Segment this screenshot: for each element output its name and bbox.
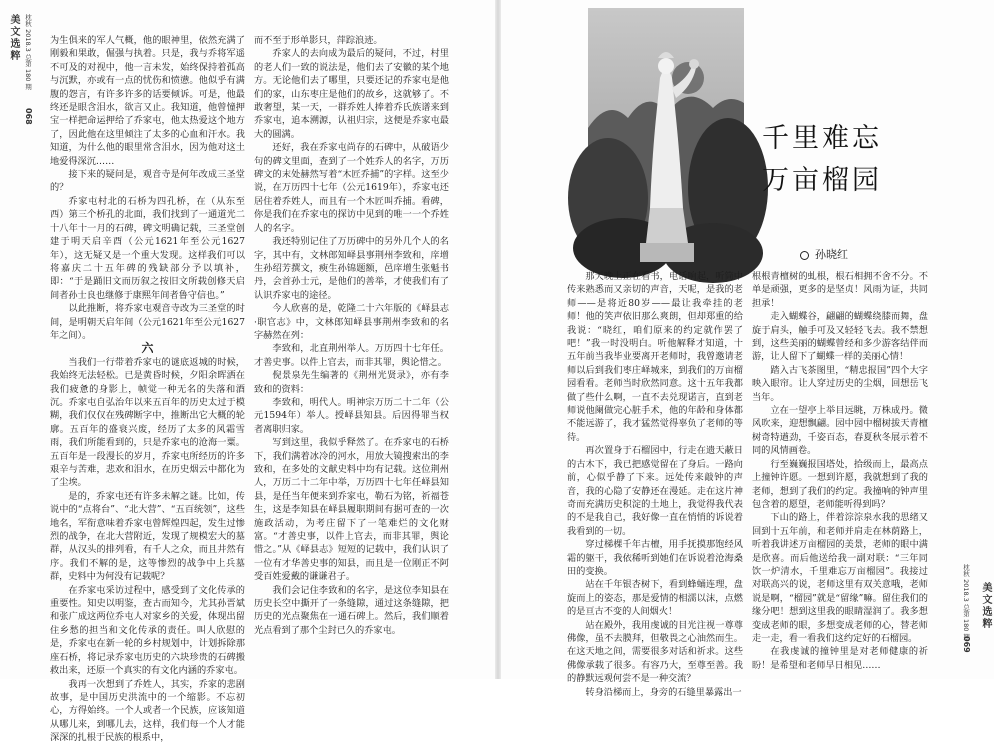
text-column-3 <box>567 270 743 698</box>
right-page-number: 069 <box>962 636 971 653</box>
paragraph: 行至巍巍报国塔处，拾级而上，最高点上撞钟许愿。一想到许愿，我就想到了我的老师，想到了我们的约定。我撞响的钟声里包含着的愿望，老师能听得到吗？ <box>752 458 928 510</box>
article-title <box>762 118 892 202</box>
paragraph: 乔家屯村北的石桥为四孔桥，在（从东至西）第三个桥孔的北面，我们找到了一通道光二十八年十一月的石碑，碑文明确记载，三圣堂创建于明天启辛酉（公元1621年至公元1627年），这无疑又是一个重大发现。这样我们可以将嘉庆二十五年碑的残缺部分予以填补，即：“于是踊旧文而历叙之按旧文所载创修天启间者孙士良也继修于康熙年间者鲁守信也。” <box>50 195 245 301</box>
article-title-line-1: 千里难忘 <box>762 123 882 154</box>
paragraph: 根根青檀树的虬根，根石相拥不舍不分。不单是顽强，更多的是坚贞！风雨为证，共同担承！ <box>752 271 928 309</box>
author-name: 孙晓红 <box>815 248 848 261</box>
paragraph: 那天晚上正在看书，电话响起，听筒中传来熟悉而又亲切的声音，天呢，是我的老师——是将近80岁——最让我牵挂的老师！他的笑声依旧那么爽朗，但却郑重的给我说：“晓红，咱们原来的约定就作罢了吧！”我一时没明白。听他解释才知道，十五年前当我毕业要离开老师时，我曾邀请老师以后到我们枣庄峄城来，到我们的万亩榴园看看。老师当时欣然同意。这十五年我都做了些什么啊，一直不去兑现诺言，直到老师说他阑做完心脏手术，他的年龄和身体都不能远游了，我才猛然觉得辜负了老师的等待。 <box>567 271 743 443</box>
page-gutter <box>495 0 501 679</box>
paragraph: 李致和，明代人。明神宗万历二十二年（公元1594年）举人。授峄县知县。后因得罪当权者离职归家。 <box>254 396 449 435</box>
paragraph: 在乔家屯采访过程中，感受到了文化传承的重要性。知史以明鉴，查古而知今，尤其孙晋斌和张广成这两位乔屯人对家乡的关爱，体现出留住乡愁的担当和文化传承的责任。叫人欣慰的是，乔家屯在新一轮的乡村规划中，计划拆除那座石桥，将记录乔家屯历史的六块珍贵的石碑搬救出来，还原一个真实的有文化内涵的乔家屯。 <box>50 584 245 677</box>
paragraph: 转身沿梯而上，身旁的石缝里暴露出一 <box>585 686 742 698</box>
text-column-1 <box>50 34 245 744</box>
paragraph: 乔家人的去向成为最后的疑问，不过，村里的老人们一致的说法是，他们去了安徽的某个地方。无论他们去了哪里，只要还记的乔家屯是他们的家，山东枣庄是他们的故乡，这就够了。不敢奢望，某一天，一群乔姓人捧着乔氏族谱来到乔家屯，追本溯源，认祖归宗，这便是乔家屯最大的圆满。 <box>254 48 449 140</box>
paragraph: 走入蝴蝶谷，翩翩的蝴蝶绕膝而舞，盘旋于肩头，触手可及又轻轻飞去。我不禁想到，这些美丽的蝴蝶曾经和多少游客结伴而游，让人留下了蝴蝶一样的美丽心情！ <box>752 311 928 363</box>
paragraph: 还好，我在乔家屯尚存的石碑中，从破语少句的碑文里面，查到了一个姓乔人的名字，万历碑文的末处赫然写着“木匠乔捕”的字样。这至少说，在万历四十七年（公元1619年），乔家屯还居住着乔姓人，而且有一个木匠叫乔捕。看碑，你是我们在乔家屯的探访中见到的唯一一个乔姓人的名字。 <box>254 142 449 234</box>
circle-bullet-icon <box>800 251 809 260</box>
paragraph: 今人欣喜的是，乾隆二十六年版的《峄县志·职官志》中，文林郎知峄县事荆州李致和的名字赫然在列： <box>254 303 449 341</box>
paragraph: 踏入古飞茶图里，“精忠报国”四个大字映入眼帘。让人穿过历史的尘烟，回想岳飞当年。 <box>752 364 928 403</box>
paragraph: 立在一望亭上举目远眺，万株成丹。微风吹来，迎想飘翩。园中园中榴树拔天青檀树奇特遒劲，千姿百态，春夏秋冬展示着不同的风情画卷。 <box>752 405 928 457</box>
text-column-4 <box>752 270 928 671</box>
section-number: 六 <box>141 341 154 356</box>
paragraph: 倪景泉先生编著的《荆州光贤录》，亦有李致和的资料： <box>254 370 449 395</box>
paragraph: 站在殿外，我用虔诚的目光注视一尊尊佛像，虽不去膜拜，但敬畏之心油然而生。在这天地之间，需要很多对话和祈求。这些佛像承载了很多。有容乃大，至尊至善。我的静默远观何尝不是一种交流？ <box>567 619 743 685</box>
left-page-number: 068 <box>24 108 33 125</box>
paragraph: 以此推断，将乔家屯观音寺改为三圣堂的时间，是明朝天启年间（公元1621年至公元1627年之间）。 <box>50 303 245 341</box>
paragraph: 而不至于形单影只，萍踪浪迹。 <box>254 35 383 46</box>
paragraph: 李致和，北直荆州举人。万历四十七年任。才善史事。以件上官去，而非其罪，舆论惜之。 <box>254 343 449 368</box>
paragraph: 我还特别记住了万历碑中的另外几个人的名字，其中有，文林郎知峄县事荆州李致和，庠增生孙绍芳撰文，瘐生孙锦题额，邑庠增生张魁书丹，会首孙士元，是他们的善举，才使我们有了认识乔家屯的途径。 <box>254 236 449 301</box>
paragraph: 在我虔诚的撞钟里是对老师健康的祈盼！是希望和老师早日相见…… <box>752 646 928 671</box>
author-byline <box>800 246 848 262</box>
paragraph: 是的，乔家屯还有许多未解之谜。比如，传说中的“点将台”、“北大营”、“五百统领”，这些地名，军衔意味着乔家屯曾辉煌四起，发生过惨烈的战争，在北大营附近，发现了规模宏大的墓群，从汉头的排列看，有千人之众，而且井然有序。我们不解的是，这等惨烈的战争中上兵墓群，史料中为何没有记载呢？ <box>50 490 245 583</box>
left-magazine-name: 美文选粹 <box>8 14 19 62</box>
left-page-margin <box>0 0 40 679</box>
paragraph: 穿过梯棵千年古檀，用手抚摸那饱经风霜的躯干，我依稀听到她们在诉说着沧海桑田的变换。 <box>567 539 743 577</box>
paragraph: 为生俱来的军人气概，他的眼神里，依然充满了刚毅和果敢，倔强与执着。只是，我与乔将军遥不可及的对视中，他一言未发，始终保持着孤高与沉默，亦或有一点的忧伤和愤懑。他似乎有满腹的怨言，有许多许多的话要倾诉。可是，他最终还是眼含泪水，欲言又止。我知道，他曾憧押宝一样把命运押给了乔家屯，他太热爱这个地方了，因此他在这里倾注了太多的心血和汗水。我知道，为什么他的眼里常含泪水，因为他对这土地爱得深沉…… <box>50 35 245 167</box>
article-title-line-2: 万亩榴园 <box>762 165 882 196</box>
paragraph: 我们会记住李致和的名字，是这位李知县在历史长空中撕开了一条缝隙，通过这条缝隙，把历史的光点聚焦在一通石碑上。然后，我们顺着光点看到了那个尘封已久的乔家屯。 <box>254 584 449 636</box>
statue-photo <box>588 8 744 262</box>
left-issue-info: 枕秋 2018.3 总第 180 期 <box>24 14 32 90</box>
paragraph: 再次置身于石榴园中，行走在遗天蔽日的古木下，我已把感觉留在了身后。一路向前，心似乎静了下来。远处传来敲钟的声音，我的心隐了安静还在漫延。走在这片神奇而充满历史积淀的土地上，我觉得我代表的不是我自己，我好像一直在悄悄的诉说着我看到的一切。 <box>567 445 743 537</box>
paragraph: 当我们一行带着乔家屯的谜底返城的时候，我始终无法轻松。已是黄昏时候，夕阳余晖洒在我们疲惫的身影上，帧觉一种无名的失落和酒沉。乔家屯自弘治年以来五百年的历史太过于模糊，我们仅仅在残碑断字中，推断出它大概的轮廓。五百年的盛衰兴废，经历了太多的风霜雪雨，我们所能看到的，只是乔家屯的沧海一粟。五百年是一段漫长的岁月，乔家屯所经历的许多艰辛与苦难，悲欢和泪水，在历史烟云中都化为了尘埃。 <box>50 356 245 489</box>
right-issue-info: 枕秋 2018.3 总第 180 期 <box>962 564 970 640</box>
paragraph: 下山的路上，伴着淙淙泉水我的思绪又回到十五年前，和老师并肩走在林荫路上，听着我讲述万亩榴园的美景，老师的眼中满是欣喜。而后他送给我一副对联：“三年同饮一炉清水，千里难忘万亩榴园”。我接过对联高兴的说，老师这里有双关意哦，老师说是啊，“榴园”就是“留缘”嘛。留住我们的缘分吧！想到这里我的眼睛湿润了。我多想变成老师的眼，多想变成老师的心，替老师走一走，看一看我们这约定好的石榴园。 <box>752 512 928 644</box>
paragraph: 我再一次想到了乔姓人，其实，乔家的悲剧故事，是中国历史洪流中的一个缩影。不忘初心，方得始终。一个人或者一个民族，应该知道从哪儿来，到哪儿去，这样，我们每一个人才能深深的扎根于民族的根系中， <box>50 678 245 744</box>
text-column-2 <box>254 34 449 664</box>
statue-photo-graphic <box>588 8 744 262</box>
paragraph: 站在千年银杏树下，看到蜂蛹连理，盘旋而上的姿态，那是爱情的相濡以沫，点燃的是亘古不变的人间烟火！ <box>567 579 743 618</box>
right-page-margin <box>954 0 994 679</box>
paragraph: 写到这里，我似乎释然了。在乔家屯的石桥下，我们满着冰冷的河水，用放大镜搜索出的李致和，在多处的文献史料中均有记载。这位荆州人，万历二十二年中举，万历四十七年任峄县知县，是任当年便来到乔家屯，勒石为铭，祈福苍生，这是李知县在峄县履职期间有据可查的一次施政活动，为考庄留下了一笔难烂的文化财富。“才善史事，以件上官去，而非其罪，舆论惜之。”从《峄县志》短短的记载中，我们认识了一位有才华善史事的知县，而且是一位刚正不阿受百姓爱戴的谦谦君子。 <box>254 437 449 583</box>
right-magazine-name: 美文选粹 <box>980 582 991 630</box>
paragraph: 接下来的疑问是，观音寺是何年改成三圣堂的？ <box>50 169 245 194</box>
